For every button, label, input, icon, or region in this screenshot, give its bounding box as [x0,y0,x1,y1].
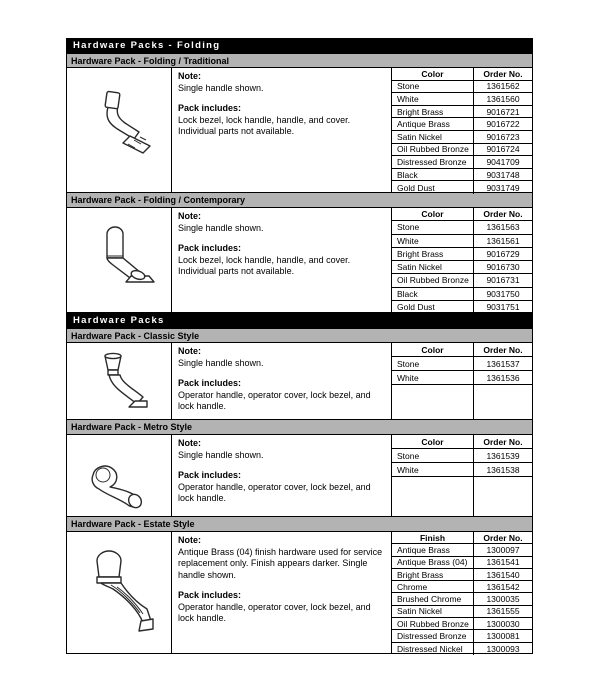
color-header: Color [421,344,444,355]
table-row [392,93,532,106]
finish-value: Oil Rubbed Bronze [397,618,469,629]
table-row [392,557,532,569]
color-header: Color [421,68,444,79]
folding-traditional-handle-image [67,68,172,192]
table-header-row [392,68,532,81]
order-value: 9031751 [473,301,532,314]
main-header-folding [66,38,533,53]
pack-includes-label: Pack includes: [178,590,242,600]
color-value: White [397,372,419,383]
color-value: Oil Rubbed Bronze [397,144,469,155]
order-header: Order No. [473,68,532,80]
color-value: Antique Brass [397,119,450,130]
order-value: 1361541 [473,557,532,568]
note-label: Note: [178,438,201,448]
order-value: 9016723 [473,131,532,143]
color-value: White [397,464,419,475]
table-row [392,156,532,169]
pack-includes-text: Operator handle, operator cover, lock bezel, and lock handle. [178,601,371,623]
note-cell [172,68,392,192]
section-title: Hardware Pack - Metro Style [71,422,193,432]
table-row [392,181,532,194]
color-value: Bright Brass [397,106,444,117]
order-value: 1300097 [473,544,532,555]
color-header: Color [421,436,444,447]
finish-value: Distressed Bronze [397,631,467,642]
table-row [392,235,532,248]
note-text: Antique Brass (04) finish hardware used for service replacement only. Finish appears darker. Single handle shown. [178,546,383,580]
order-value: 9031750 [473,288,532,300]
table-row [392,630,532,642]
order-value: 9041709 [473,156,532,168]
section-title: Hardware Pack - Classic Style [71,330,200,341]
table-row [392,144,532,157]
section-folding-traditional [66,53,533,193]
order-value: 1300035 [473,593,532,604]
catalog-page [66,38,533,654]
color-value: Satin Nickel [397,262,442,273]
pack-includes-label: Pack includes: [178,243,242,253]
folding-contemporary-handle-image [67,208,172,312]
estate-handle-icon [77,543,161,643]
metro-handle-icon [79,441,159,511]
pack-includes-text: Operator handle, operator cover, lock bezel, and lock handle. [178,389,371,411]
table-row [392,593,532,605]
table-row [392,118,532,131]
note-cell [172,435,392,516]
table-row [392,606,532,618]
finish-value: Satin Nickel [397,606,442,617]
table-row [392,544,532,556]
order-value: 1300030 [473,618,532,629]
order-value: 9016724 [473,144,532,156]
main-header-folding-label: Hardware Packs - Folding [73,40,221,51]
order-value: 1361540 [473,569,532,580]
note-cell [172,532,392,653]
table-row [392,248,532,261]
table-header-row [392,343,532,357]
finish-value: Antique Brass [397,544,450,555]
note-text: Single handle shown. [178,449,264,460]
color-value: Bright Brass [397,248,444,259]
table-header-row [392,208,532,221]
pack-includes-text: Lock bezel, lock handle, handle, and cover. Individual parts not available. [178,114,351,136]
color-value: Black [397,288,418,299]
finish-value: Bright Brass [397,569,444,580]
order-header: Order No. [473,435,532,448]
color-order-table [392,343,532,419]
color-value: Distressed Bronze [397,156,467,167]
table-header-row [392,435,532,449]
table-row [392,131,532,144]
table-row [392,449,532,463]
metro-handle-image [67,435,172,516]
order-value: 9031748 [473,169,532,181]
order-value: 9016729 [473,248,532,260]
note-label: Note: [178,71,201,81]
section-title: Hardware Pack - Folding / Contemporary [71,195,246,205]
color-value: White [397,235,419,246]
section-folding-contemporary [66,193,533,313]
section-estate-style [66,517,533,654]
color-value: Stone [397,450,420,461]
color-value: Stone [397,222,420,233]
finish-header: Finish [419,532,446,543]
order-value: 1361563 [473,221,532,233]
section-header-folding-traditional [66,53,533,67]
color-value: Stone [397,358,420,369]
order-value: 1361560 [473,93,532,105]
section-classic-style [66,328,533,420]
finish-value: Antique Brass (04) [397,557,468,568]
color-order-table [392,68,532,192]
classic-handle-icon [79,348,159,414]
note-cell [172,343,392,419]
order-value: 1361537 [473,357,532,370]
table-row [392,463,532,477]
order-value: 1300093 [473,643,532,655]
finish-value: Brushed Chrome [397,594,462,605]
section-table [66,67,533,193]
section-header-estate-style [66,517,533,531]
pack-includes-text: Operator handle, operator cover, lock bezel, and lock handle. [178,481,371,503]
color-order-table [392,435,532,516]
table-row [392,569,532,581]
order-value: 1361542 [473,581,532,592]
contemporary-handle-icon [79,218,159,302]
section-header-classic-style [66,328,533,342]
order-value: 9016731 [473,274,532,286]
note-label: Note: [178,211,201,221]
section-header-metro-style [66,420,533,434]
note-cell [172,208,392,312]
order-value: 1361561 [473,235,532,247]
color-value: Satin Nickel [397,131,442,142]
color-order-table [392,532,532,653]
order-value: 9031749 [473,181,532,194]
order-value: 1361539 [473,449,532,462]
pack-includes-text: Lock bezel, lock handle, handle, and cover. Individual parts not available. [178,254,351,276]
section-table [66,531,533,654]
note-text: Single handle shown. [178,222,264,233]
table-row [392,301,532,314]
order-value: 9016721 [473,106,532,118]
section-table [66,434,533,517]
note-label: Note: [178,535,201,545]
color-value: Gold Dust [397,302,435,313]
table-filler [392,385,532,419]
table-row [392,581,532,593]
order-header: Order No. [473,532,532,543]
color-header: Color [421,209,444,220]
order-value: 1300081 [473,630,532,641]
section-title: Hardware Pack - Estate Style [71,519,195,529]
color-value: Oil Rubbed Bronze [397,275,469,286]
table-row [392,106,532,119]
section-title: Hardware Pack - Folding / Traditional [71,55,230,66]
order-value: 9016722 [473,118,532,130]
table-row [392,643,532,655]
main-header-packs [66,313,533,328]
order-value: 1361555 [473,606,532,617]
estate-handle-image [67,532,172,653]
color-order-table [392,208,532,312]
finish-value: Chrome [397,581,428,592]
order-value: 1361536 [473,371,532,384]
note-text: Single handle shown. [178,82,264,93]
pack-includes-label: Pack includes: [178,378,242,388]
color-value: Black [397,169,418,180]
table-row [392,371,532,385]
classic-handle-image [67,343,172,419]
color-value: Stone [397,81,420,92]
table-row [392,288,532,301]
order-value: 1361538 [473,463,532,476]
color-value: White [397,93,419,104]
order-header: Order No. [473,208,532,220]
section-table [66,207,533,313]
note-label: Note: [178,346,201,356]
table-row [392,261,532,274]
table-row [392,618,532,630]
table-row [392,169,532,182]
note-text: Single handle shown. [178,357,264,368]
table-row [392,357,532,371]
folding-handle-icon [79,85,159,175]
table-header-row [392,532,532,544]
table-row [392,81,532,94]
section-metro-style [66,420,533,517]
table-row [392,221,532,234]
color-value: Gold Dust [397,182,435,193]
table-row [392,274,532,287]
pack-includes-label: Pack includes: [178,470,242,480]
order-value: 9016730 [473,261,532,273]
main-header-packs-label: Hardware Packs [73,315,165,326]
order-header: Order No. [473,343,532,356]
section-table [66,342,533,420]
order-value: 1361562 [473,81,532,93]
section-header-folding-contemporary [66,193,533,207]
table-filler [392,477,532,516]
pack-includes-label: Pack includes: [178,103,242,113]
finish-value: Distressed Nickel [397,643,463,654]
